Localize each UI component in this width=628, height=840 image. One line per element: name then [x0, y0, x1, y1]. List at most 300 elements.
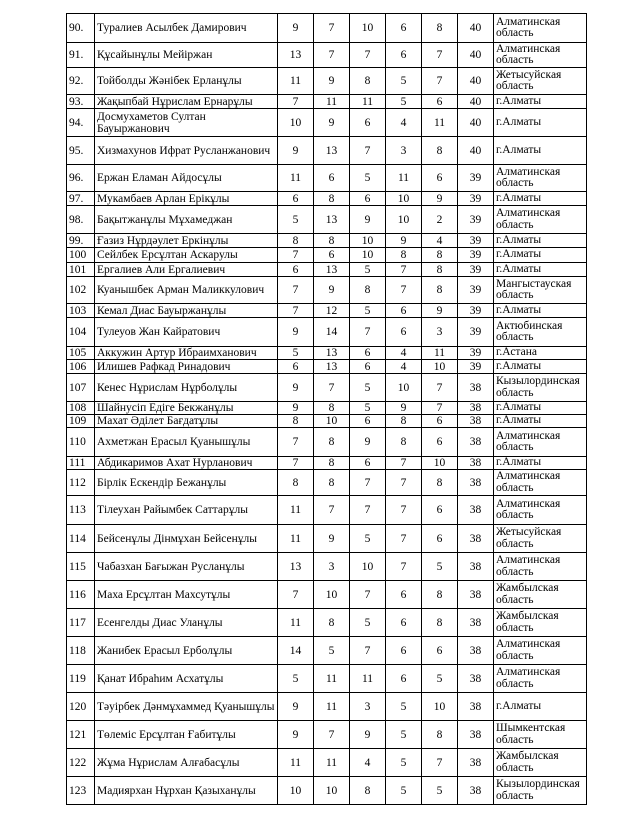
total-score-cell: 38	[458, 525, 494, 553]
score-2-cell: 11	[314, 95, 350, 109]
score-1-cell: 7	[278, 248, 314, 263]
score-3-cell: 11	[350, 665, 386, 693]
score-5-cell: 10	[422, 360, 458, 374]
row-number-cell: 105	[67, 347, 95, 360]
table-row	[67, 637, 587, 665]
score-5-cell: 8	[422, 263, 458, 277]
score-3-cell: 9	[350, 206, 386, 234]
total-score-cell: 38	[458, 721, 494, 749]
score-1-cell: 7	[278, 304, 314, 318]
score-2-cell: 13	[314, 206, 350, 234]
score-5-cell: 9	[422, 192, 458, 206]
score-1-cell: 11	[278, 749, 314, 777]
table-row	[67, 415, 587, 428]
score-4-cell: 6	[386, 304, 422, 318]
row-number-cell: 118	[67, 637, 95, 665]
score-3-cell: 5	[350, 609, 386, 637]
score-5-cell: 6	[422, 637, 458, 665]
table-row	[67, 304, 587, 318]
row-number-cell: 103	[67, 304, 95, 318]
score-4-cell: 5	[386, 749, 422, 777]
score-5-cell: 7	[422, 749, 458, 777]
score-3-cell: 10	[350, 248, 386, 263]
score-3-cell: 6	[350, 360, 386, 374]
score-1-cell: 5	[278, 665, 314, 693]
score-3-cell: 5	[350, 374, 386, 402]
score-4-cell: 7	[386, 496, 422, 525]
score-2-cell: 10	[314, 581, 350, 609]
score-1-cell: 9	[278, 137, 314, 165]
participant-name-cell: Аккужин Артур Ибраимханович	[95, 347, 278, 360]
score-3-cell: 6	[350, 347, 386, 360]
score-1-cell: 9	[278, 374, 314, 402]
participant-name-cell: Кемал Диас Бауыржанұлы	[95, 304, 278, 318]
table-row	[67, 496, 587, 525]
row-number-cell: 110	[67, 428, 95, 457]
score-2-cell: 7	[314, 43, 350, 68]
score-1-cell: 10	[278, 777, 314, 805]
total-score-cell: 39	[458, 347, 494, 360]
row-number-cell: 120	[67, 693, 95, 721]
total-score-cell: 40	[458, 95, 494, 109]
row-number-cell: 99.	[67, 234, 95, 248]
region-cell: Жамбылская область	[494, 581, 587, 609]
region-cell: г.Алматы	[494, 137, 587, 165]
row-number-cell: 119	[67, 665, 95, 693]
score-3-cell: 3	[350, 693, 386, 721]
score-1-cell: 6	[278, 263, 314, 277]
score-2-cell: 7	[314, 14, 350, 43]
row-number-cell: 102	[67, 277, 95, 304]
table-row	[67, 109, 587, 137]
score-4-cell: 7	[386, 525, 422, 553]
total-score-cell: 39	[458, 318, 494, 347]
region-cell: г.Алматы	[494, 693, 587, 721]
score-5-cell: 2	[422, 206, 458, 234]
region-cell: г.Алматы	[494, 263, 587, 277]
row-number-cell: 96.	[67, 165, 95, 192]
total-score-cell: 38	[458, 609, 494, 637]
total-score-cell: 39	[458, 234, 494, 248]
table-row	[67, 609, 587, 637]
row-number-cell: 101	[67, 263, 95, 277]
participant-name-cell: Есенгелды Диас Уланұлы	[95, 609, 278, 637]
participant-name-cell: Тулеуов Жан Кайратович	[95, 318, 278, 347]
participant-name-cell: Төлеміс Ерсұлтан Ғабитұлы	[95, 721, 278, 749]
region-cell: Алматинская область	[494, 428, 587, 457]
table-row	[67, 360, 587, 374]
row-number-cell: 100	[67, 248, 95, 263]
region-cell: г.Алматы	[494, 402, 587, 415]
total-score-cell: 38	[458, 402, 494, 415]
score-5-cell: 7	[422, 68, 458, 95]
score-2-cell: 14	[314, 318, 350, 347]
total-score-cell: 38	[458, 428, 494, 457]
table-row	[67, 165, 587, 192]
score-4-cell: 6	[386, 637, 422, 665]
score-2-cell: 8	[314, 457, 350, 470]
score-4-cell: 8	[386, 415, 422, 428]
region-cell: Алматинская область	[494, 496, 587, 525]
score-3-cell: 10	[350, 553, 386, 581]
score-5-cell: 8	[422, 581, 458, 609]
score-5-cell: 5	[422, 553, 458, 581]
score-2-cell: 8	[314, 428, 350, 457]
score-2-cell: 9	[314, 109, 350, 137]
score-5-cell: 7	[422, 43, 458, 68]
score-2-cell: 13	[314, 360, 350, 374]
score-3-cell: 8	[350, 777, 386, 805]
score-4-cell: 3	[386, 137, 422, 165]
score-3-cell: 7	[350, 496, 386, 525]
score-2-cell: 3	[314, 553, 350, 581]
participant-name-cell: Жұма Нұрислам Алғабасұлы	[95, 749, 278, 777]
region-cell: г.Алматы	[494, 248, 587, 263]
score-5-cell: 11	[422, 347, 458, 360]
table-row	[67, 95, 587, 109]
score-2-cell: 9	[314, 277, 350, 304]
score-2-cell: 8	[314, 234, 350, 248]
participant-name-cell: Сейлбек Ерсұлтан Аскарулы	[95, 248, 278, 263]
score-5-cell: 6	[422, 496, 458, 525]
participant-name-cell: Ержан Еламан Айдосұлы	[95, 165, 278, 192]
score-1-cell: 11	[278, 525, 314, 553]
row-number-cell: 94.	[67, 109, 95, 137]
score-4-cell: 5	[386, 777, 422, 805]
score-3-cell: 9	[350, 428, 386, 457]
participant-name-cell: Шайнусіп Едіге Бекжанұлы	[95, 402, 278, 415]
row-number-cell: 98.	[67, 206, 95, 234]
score-5-cell: 5	[422, 777, 458, 805]
score-5-cell: 10	[422, 693, 458, 721]
score-5-cell: 8	[422, 609, 458, 637]
total-score-cell: 39	[458, 304, 494, 318]
row-number-cell: 113	[67, 496, 95, 525]
region-cell: г.Алматы	[494, 304, 587, 318]
total-score-cell: 40	[458, 43, 494, 68]
total-score-cell: 38	[458, 693, 494, 721]
score-4-cell: 9	[386, 402, 422, 415]
score-1-cell: 9	[278, 318, 314, 347]
total-score-cell: 39	[458, 248, 494, 263]
score-4-cell: 7	[386, 457, 422, 470]
region-cell: Алматинская область	[494, 470, 587, 496]
score-2-cell: 7	[314, 496, 350, 525]
participant-name-cell: Маха Ерсұлтан Махсутұлы	[95, 581, 278, 609]
table-row	[67, 374, 587, 402]
table-row	[67, 749, 587, 777]
table-row	[67, 192, 587, 206]
participant-name-cell: Жанибек Ерасыл Ерболұлы	[95, 637, 278, 665]
score-3-cell: 6	[350, 457, 386, 470]
row-number-cell: 115	[67, 553, 95, 581]
participant-name-cell: Махат Әділет Бағдатұлы	[95, 415, 278, 428]
score-3-cell: 10	[350, 234, 386, 248]
score-2-cell: 13	[314, 137, 350, 165]
score-1-cell: 13	[278, 43, 314, 68]
participant-name-cell: Ғазиз Нұрдәулет Еркінұлы	[95, 234, 278, 248]
score-5-cell: 8	[422, 248, 458, 263]
table-row	[67, 68, 587, 95]
score-1-cell: 14	[278, 637, 314, 665]
total-score-cell: 38	[458, 374, 494, 402]
score-4-cell: 4	[386, 109, 422, 137]
row-number-cell: 91.	[67, 43, 95, 68]
score-5-cell: 8	[422, 721, 458, 749]
row-number-cell: 117	[67, 609, 95, 637]
participant-name-cell: Бақытжанұлы Мұхамеджан	[95, 206, 278, 234]
total-score-cell: 38	[458, 470, 494, 496]
score-3-cell: 7	[350, 581, 386, 609]
score-1-cell: 13	[278, 553, 314, 581]
row-number-cell: 106	[67, 360, 95, 374]
score-5-cell: 8	[422, 137, 458, 165]
score-1-cell: 7	[278, 277, 314, 304]
row-number-cell: 112	[67, 470, 95, 496]
score-3-cell: 11	[350, 95, 386, 109]
row-number-cell: 109	[67, 415, 95, 428]
score-1-cell: 7	[278, 581, 314, 609]
score-2-cell: 9	[314, 68, 350, 95]
row-number-cell: 116	[67, 581, 95, 609]
score-5-cell: 10	[422, 457, 458, 470]
score-2-cell: 10	[314, 415, 350, 428]
row-number-cell: 122	[67, 749, 95, 777]
score-2-cell: 11	[314, 749, 350, 777]
score-2-cell: 11	[314, 665, 350, 693]
participant-name-cell: Мадиярхан Нұрхан Қазыханұлы	[95, 777, 278, 805]
table-row	[67, 525, 587, 553]
row-number-cell: 108	[67, 402, 95, 415]
results-table	[66, 13, 587, 805]
results-table-body	[67, 14, 587, 805]
region-cell: Алматинская область	[494, 637, 587, 665]
score-4-cell: 6	[386, 14, 422, 43]
score-4-cell: 10	[386, 374, 422, 402]
total-score-cell: 39	[458, 360, 494, 374]
score-4-cell: 5	[386, 721, 422, 749]
table-row	[67, 721, 587, 749]
participant-name-cell: Куанышбек Арман Маликкулович	[95, 277, 278, 304]
score-4-cell: 6	[386, 581, 422, 609]
table-row	[67, 553, 587, 581]
row-number-cell: 95.	[67, 137, 95, 165]
total-score-cell: 38	[458, 637, 494, 665]
score-5-cell: 7	[422, 374, 458, 402]
score-2-cell: 9	[314, 525, 350, 553]
region-cell: Алматинская область	[494, 165, 587, 192]
total-score-cell: 38	[458, 457, 494, 470]
participant-name-cell: Илишев Рафкад Ринадович	[95, 360, 278, 374]
region-cell: Алматинская область	[494, 43, 587, 68]
total-score-cell: 38	[458, 749, 494, 777]
total-score-cell: 39	[458, 206, 494, 234]
score-1-cell: 9	[278, 721, 314, 749]
score-4-cell: 6	[386, 43, 422, 68]
score-5-cell: 4	[422, 234, 458, 248]
score-2-cell: 5	[314, 637, 350, 665]
score-1-cell: 5	[278, 347, 314, 360]
table-row	[67, 14, 587, 43]
score-1-cell: 10	[278, 109, 314, 137]
score-4-cell: 6	[386, 318, 422, 347]
participant-name-cell: Абдикаримов Ахат Нурланович	[95, 457, 278, 470]
region-cell: Жетысуйская область	[494, 68, 587, 95]
score-4-cell: 7	[386, 470, 422, 496]
score-2-cell: 10	[314, 777, 350, 805]
score-4-cell: 9	[386, 234, 422, 248]
score-4-cell: 10	[386, 206, 422, 234]
participant-name-cell: Тілеухан Райымбек Саттарұлы	[95, 496, 278, 525]
participant-name-cell: Чабазхан Бағыжан Русланұлы	[95, 553, 278, 581]
participant-name-cell: Жақыпбай Нұрислам Ернарұлы	[95, 95, 278, 109]
total-score-cell: 40	[458, 68, 494, 95]
participant-name-cell: Хизмахунов Ифрат Русланжанович	[95, 137, 278, 165]
row-number-cell: 114	[67, 525, 95, 553]
score-3-cell: 10	[350, 14, 386, 43]
region-cell: Шымкентская область	[494, 721, 587, 749]
score-4-cell: 11	[386, 165, 422, 192]
table-row	[67, 470, 587, 496]
table-row	[67, 277, 587, 304]
participant-name-cell: Қанат Ибраһим Асхатұлы	[95, 665, 278, 693]
row-number-cell: 123	[67, 777, 95, 805]
score-5-cell: 3	[422, 318, 458, 347]
score-2-cell: 7	[314, 374, 350, 402]
score-2-cell: 11	[314, 693, 350, 721]
score-2-cell: 12	[314, 304, 350, 318]
participant-name-cell: Туралиев Асылбек Дамирович	[95, 14, 278, 43]
score-4-cell: 4	[386, 360, 422, 374]
total-score-cell: 40	[458, 109, 494, 137]
total-score-cell: 39	[458, 277, 494, 304]
region-cell: Алматинская область	[494, 14, 587, 43]
row-number-cell: 93.	[67, 95, 95, 109]
score-4-cell: 8	[386, 428, 422, 457]
table-row	[67, 137, 587, 165]
score-4-cell: 10	[386, 192, 422, 206]
table-row	[67, 347, 587, 360]
score-1-cell: 8	[278, 234, 314, 248]
score-3-cell: 7	[350, 137, 386, 165]
total-score-cell: 38	[458, 415, 494, 428]
score-2-cell: 6	[314, 248, 350, 263]
score-5-cell: 8	[422, 470, 458, 496]
score-3-cell: 7	[350, 470, 386, 496]
row-number-cell: 104	[67, 318, 95, 347]
score-3-cell: 6	[350, 415, 386, 428]
score-3-cell: 5	[350, 165, 386, 192]
row-number-cell: 92.	[67, 68, 95, 95]
region-cell: г.Алматы	[494, 360, 587, 374]
region-cell: Жамбылская область	[494, 609, 587, 637]
region-cell: г.Астана	[494, 347, 587, 360]
region-cell: Жетысуйская область	[494, 525, 587, 553]
score-3-cell: 8	[350, 277, 386, 304]
score-3-cell: 5	[350, 525, 386, 553]
participant-name-cell: Бірлік Ескендір Бежанұлы	[95, 470, 278, 496]
score-2-cell: 6	[314, 165, 350, 192]
region-cell: Алматинская область	[494, 553, 587, 581]
table-row	[67, 581, 587, 609]
score-3-cell: 5	[350, 304, 386, 318]
region-cell: г.Алматы	[494, 192, 587, 206]
score-3-cell: 4	[350, 749, 386, 777]
participant-name-cell: Мукамбаев Арлан Ерікұлы	[95, 192, 278, 206]
score-5-cell: 7	[422, 402, 458, 415]
row-number-cell: 90.	[67, 14, 95, 43]
region-cell: Алматинская область	[494, 665, 587, 693]
region-cell: г.Алматы	[494, 234, 587, 248]
score-1-cell: 7	[278, 95, 314, 109]
score-5-cell: 6	[422, 95, 458, 109]
score-5-cell: 5	[422, 665, 458, 693]
score-5-cell: 6	[422, 428, 458, 457]
table-row	[67, 428, 587, 457]
score-4-cell: 5	[386, 693, 422, 721]
table-row	[67, 206, 587, 234]
region-cell: Мангыстауская область	[494, 277, 587, 304]
participant-name-cell: Досмухаметов Султан Бауыржанович	[95, 109, 278, 137]
region-cell: Жамбылская область	[494, 749, 587, 777]
row-number-cell: 111	[67, 457, 95, 470]
table-row	[67, 43, 587, 68]
total-score-cell: 39	[458, 165, 494, 192]
region-cell: Кызылординская область	[494, 777, 587, 805]
score-1-cell: 11	[278, 68, 314, 95]
score-5-cell: 6	[422, 525, 458, 553]
score-2-cell: 7	[314, 721, 350, 749]
score-3-cell: 9	[350, 721, 386, 749]
score-2-cell: 13	[314, 263, 350, 277]
region-cell: г.Алматы	[494, 457, 587, 470]
table-row	[67, 318, 587, 347]
score-1-cell: 8	[278, 415, 314, 428]
score-5-cell: 8	[422, 277, 458, 304]
participant-name-cell: Ахметжан Ерасыл Қуанышұлы	[95, 428, 278, 457]
score-3-cell: 6	[350, 109, 386, 137]
region-cell: Кызылординская область	[494, 374, 587, 402]
table-row	[67, 234, 587, 248]
region-cell: Актюбинская область	[494, 318, 587, 347]
table-row	[67, 693, 587, 721]
score-4-cell: 7	[386, 553, 422, 581]
score-3-cell: 7	[350, 637, 386, 665]
score-4-cell: 7	[386, 277, 422, 304]
total-score-cell: 39	[458, 192, 494, 206]
score-5-cell: 6	[422, 165, 458, 192]
score-4-cell: 6	[386, 609, 422, 637]
score-3-cell: 8	[350, 68, 386, 95]
total-score-cell: 38	[458, 496, 494, 525]
row-number-cell: 121	[67, 721, 95, 749]
score-5-cell: 8	[422, 14, 458, 43]
score-1-cell: 5	[278, 206, 314, 234]
total-score-cell: 39	[458, 263, 494, 277]
score-4-cell: 8	[386, 248, 422, 263]
score-1-cell: 7	[278, 457, 314, 470]
score-2-cell: 8	[314, 192, 350, 206]
score-4-cell: 6	[386, 665, 422, 693]
score-3-cell: 6	[350, 192, 386, 206]
participant-name-cell: Кенес Нұрислам Нұрболұлы	[95, 374, 278, 402]
region-cell: г.Алматы	[494, 415, 587, 428]
score-1-cell: 11	[278, 165, 314, 192]
score-5-cell: 9	[422, 304, 458, 318]
total-score-cell: 40	[458, 14, 494, 43]
total-score-cell: 38	[458, 665, 494, 693]
score-1-cell: 9	[278, 14, 314, 43]
